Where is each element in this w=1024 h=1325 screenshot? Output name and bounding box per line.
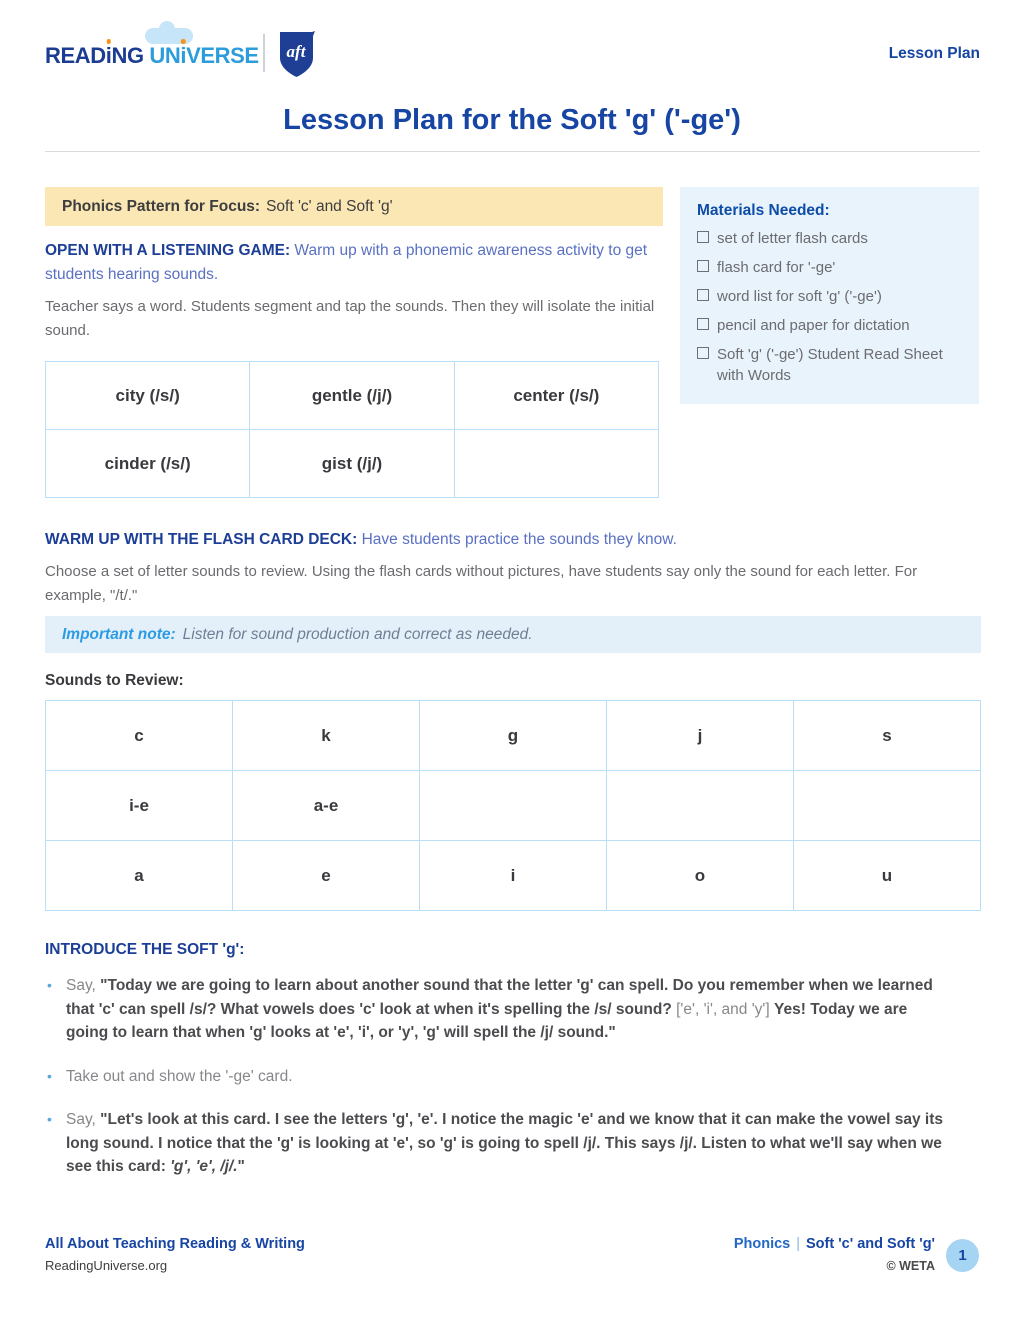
materials-heading: Materials Needed: [697, 202, 830, 219]
sound-cell: i [420, 841, 607, 911]
reading-universe-logo [45, 36, 259, 76]
footer-breadcrumb [734, 1236, 935, 1252]
instruction-text: Take out and show the '-ge' card. [66, 1067, 293, 1085]
teacher-script: "Today we are going to learn about another sound that the letter 'g' can spell. Do you remember when we learned that 'c' can spell /s/? What vowels does 'c' look at when it's spelling the /s/ sound? [66, 977, 933, 1018]
list-item [45, 1065, 950, 1089]
sound-cell [607, 771, 794, 841]
bullet-icon: • [47, 1111, 52, 1127]
materials-box [680, 187, 979, 404]
sound-cell: g [420, 701, 607, 771]
teacher-script: Yes! Today we are going to learn that when 'g' looks at 'e', 'i', or 'y', 'g' will spell the /j/ sound." [66, 1000, 908, 1041]
answer-bracket: ['e', 'i', and 'y'] [676, 1000, 775, 1018]
sounds-review-heading: Sounds to Review: [45, 672, 184, 689]
materials-item-label: Soft 'g' ('-ge') Student Read Sheet with Words [717, 346, 943, 384]
warm-up-heading: WARM UP WITH THE FLASH CARD DECK: [45, 531, 358, 548]
footer-site-url[interactable]: ReadingUniverse.org [45, 1258, 168, 1273]
word-cell: cinder (/s/) [46, 430, 250, 498]
sound-cell: a [46, 841, 233, 911]
table-row [46, 701, 981, 771]
sound-cell: j [607, 701, 794, 771]
word-cell: city (/s/) [46, 362, 250, 430]
card-reading: 'g', 'e', /j/. [170, 1158, 238, 1175]
aft-shield-icon [278, 30, 318, 85]
table-row [46, 362, 659, 430]
sound-cell: k [233, 701, 420, 771]
table-row [46, 841, 981, 911]
sound-cell: i-e [46, 771, 233, 841]
open-game-lead [45, 239, 667, 287]
footer-site-title: All About Teaching Reading & Writing [45, 1236, 305, 1252]
important-note-text: Listen for sound production and correct as needed. [182, 625, 533, 643]
sound-cell: u [794, 841, 981, 911]
list-item [697, 315, 965, 336]
materials-item-label: pencil and paper for dictation [717, 317, 910, 334]
word-cell: gist (/j/) [250, 430, 454, 498]
list-item [45, 1108, 950, 1179]
sound-cell [794, 771, 981, 841]
checkbox-icon[interactable] [697, 231, 709, 243]
bullet-icon: • [47, 1067, 52, 1084]
sound-cell: c [46, 701, 233, 771]
logo-universe: UNiVERSE [149, 43, 258, 68]
phonics-focus-bar [45, 187, 663, 226]
table-row [46, 430, 659, 498]
warm-up-body: Choose a set of letter sounds to review. Using the flash cards without pictures, have students say only the sound for each letter. For example, "/t/." [45, 563, 918, 604]
introduce-heading: INTRODUCE THE SOFT 'g': [45, 941, 245, 958]
materials-item-label: flash card for '-ge' [717, 259, 836, 276]
open-game-section [45, 239, 667, 343]
checkbox-icon[interactable] [697, 347, 709, 359]
checkbox-icon[interactable] [697, 260, 709, 272]
sound-cell [420, 771, 607, 841]
warm-up-subheading: Have students practice the sounds they know. [357, 531, 677, 548]
page-title: Lesson Plan for the Soft 'g' ('-ge') [283, 104, 741, 136]
word-cell: gentle (/j/) [250, 362, 454, 430]
list-item [697, 257, 965, 278]
materials-list [697, 228, 965, 386]
open-game-body: Teacher says a word. Students segment and tap the sounds. Then they will isolate the initial sound. [45, 298, 655, 339]
footer-right [734, 1236, 935, 1273]
sound-cell: e [233, 841, 420, 911]
open-game-subheading: Warm up with a phonemic awareness activity to get students hearing sounds. [45, 242, 648, 283]
logo-wordmark [45, 36, 259, 76]
listening-game-word-table [45, 361, 659, 498]
sounds-review-table [45, 700, 981, 911]
table-row [46, 771, 981, 841]
word-cell [454, 430, 658, 498]
introduce-bullet-list [45, 974, 950, 1179]
important-note-box [45, 616, 981, 653]
word-cell: center (/s/) [454, 362, 658, 430]
say-prefix: Say, [66, 1111, 101, 1128]
logo-reading: READiNG [45, 43, 144, 68]
teacher-script: "Let's look at this card. I see the letters 'g', 'e'. I notice the magic 'e' and we know that it can make the vowel say its long sound. I notice that the 'g' is looking at 'e', so 'g' is going to spell /j/. This says /j/. Listen to what we'll say when we see this card: [66, 1111, 944, 1175]
svg-text:aft: aft [286, 42, 306, 61]
sound-cell: s [794, 701, 981, 771]
focus-value: Soft 'c' and Soft 'g' [266, 197, 393, 215]
list-item [697, 228, 965, 249]
important-note-label: Important note: [62, 625, 176, 643]
checkbox-icon[interactable] [697, 289, 709, 301]
list-item [697, 286, 965, 307]
warm-up-lead [45, 528, 981, 552]
page-number-badge: 1 [946, 1239, 979, 1272]
footer-topic: Soft 'c' and Soft 'g' [806, 1236, 935, 1252]
focus-label: Phonics Pattern for Focus: [62, 197, 261, 215]
list-item [45, 974, 950, 1045]
title-divider [45, 151, 980, 152]
materials-item-label: set of letter flash cards [717, 230, 868, 247]
sound-cell: a-e [233, 771, 420, 841]
footer-category: Phonics [733, 1236, 791, 1252]
footer-left [45, 1236, 305, 1273]
introduce-section [45, 941, 950, 1199]
list-item [697, 344, 965, 386]
sound-cell: o [607, 841, 794, 911]
footer-copyright: © WETA [886, 1259, 935, 1273]
doc-type-label: Lesson Plan [888, 45, 980, 62]
footer-separator: | [796, 1236, 801, 1252]
logo-divider [263, 34, 265, 72]
warm-up-section [45, 528, 981, 608]
open-game-heading: OPEN WITH A LISTENING GAME: [45, 242, 291, 259]
materials-item-label: word list for soft 'g' ('-ge') [717, 288, 882, 305]
say-prefix: Say, [66, 977, 101, 994]
checkbox-icon[interactable] [697, 318, 709, 330]
bullet-icon: • [47, 977, 52, 993]
closing-quote: " [237, 1158, 245, 1175]
